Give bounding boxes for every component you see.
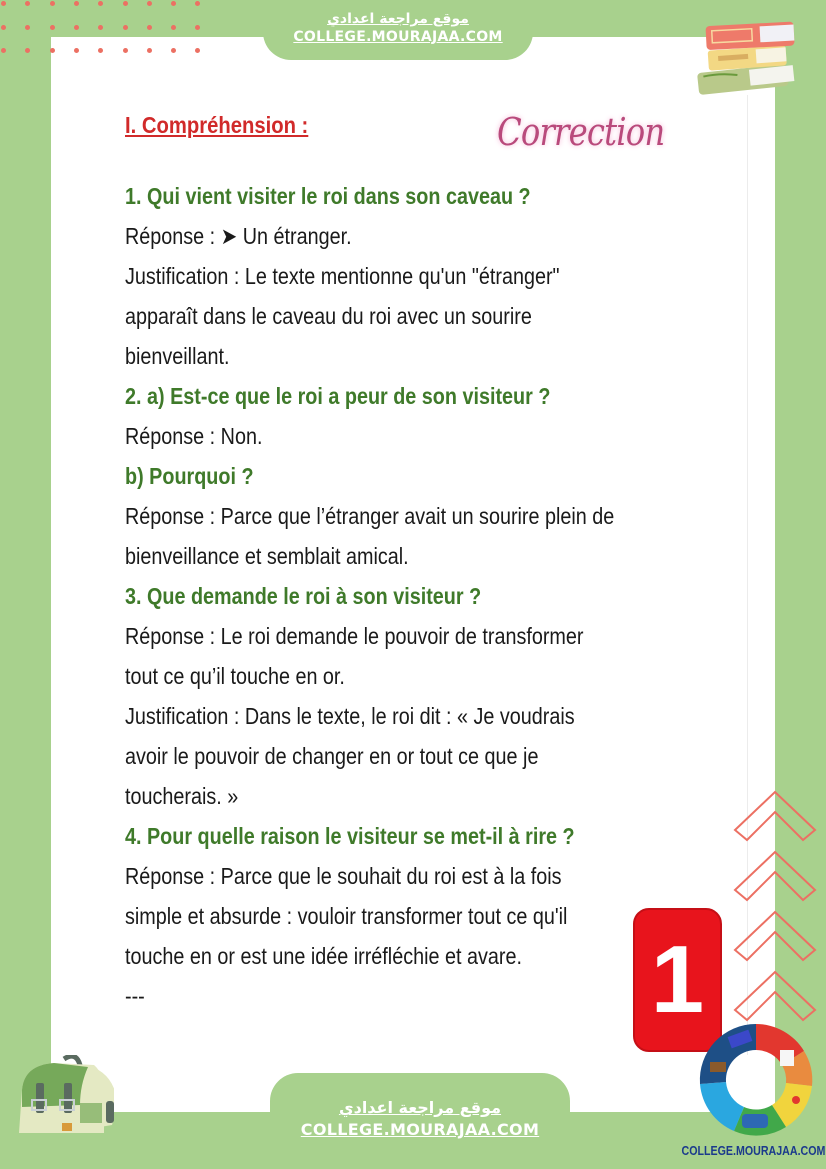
answer-line: Réponse : Non.	[125, 423, 263, 449]
question-line: 3. Que demande le roi à son visiteur ?	[125, 583, 482, 609]
decorative-dot	[74, 25, 79, 30]
decorative-dot	[123, 25, 128, 30]
header-site-name-link[interactable]: موقع مراجعة اعدادي	[327, 11, 469, 27]
question-line: 2. a) Est-ce que le roi a peur de son visiteur ?	[125, 383, 551, 409]
document-content	[125, 112, 685, 1016]
backpack-icon	[14, 1055, 114, 1140]
answer-line: avoir le pouvoir de changer en or tout ce que je	[125, 743, 539, 769]
answer-line: touche en or est une idée irréfléchie et avare.	[125, 943, 522, 969]
question-line: 1. Qui vient visiter le roi dans son caveau ?	[125, 183, 531, 209]
footer-site-tab	[270, 1073, 570, 1169]
correction-stamp: Correction	[497, 110, 665, 154]
answer-line: Réponse : ➤ Un étranger.	[125, 223, 352, 249]
decorative-dot	[1, 48, 6, 53]
school-subjects-ring-logo	[693, 1020, 819, 1145]
answer-line: ---	[125, 983, 145, 1009]
decorative-dot	[25, 48, 30, 53]
decorative-dot	[147, 1, 152, 6]
decorative-dot	[171, 25, 176, 30]
decorative-dot	[147, 48, 152, 53]
answer-line: tout ce qu’il touche en or.	[125, 663, 345, 689]
decorative-dot	[98, 25, 103, 30]
answer-line: toucherais. »	[125, 783, 239, 809]
decorative-dot	[123, 48, 128, 53]
header-site-tab	[263, 0, 533, 60]
stacked-books-icon	[690, 10, 805, 100]
answer-line: bienveillance et semblait amical.	[125, 543, 409, 569]
decorative-dot	[171, 1, 176, 6]
decorative-dot	[74, 48, 79, 53]
decorative-dot	[74, 1, 79, 6]
logo-site-text: COLLEGE.MOURAJAA.COM	[681, 1143, 826, 1158]
qa-lines	[125, 176, 685, 1016]
decorative-dot	[1, 25, 6, 30]
answer-line: Réponse : Parce que le souhait du roi est à la fois	[125, 863, 562, 889]
header-site-url-link[interactable]: COLLEGE.MOURAJAA.COM	[293, 29, 503, 45]
chevron-up-icon	[733, 790, 818, 1045]
decorative-dot	[98, 1, 103, 6]
question-line: b) Pourquoi ?	[125, 463, 254, 489]
section-title: I. Compréhension :	[125, 112, 309, 138]
decorative-dot	[25, 1, 30, 6]
answer-line: Justification : Dans le texte, le roi dit : « Je voudrais	[125, 703, 575, 729]
answer-line: Réponse : Parce que l’étranger avait un sourire plein de	[125, 503, 615, 529]
decorative-dot	[50, 48, 55, 53]
page-number-badge: 1	[633, 908, 722, 1052]
decorative-dot	[50, 1, 55, 6]
answer-line: bienveillant.	[125, 343, 230, 369]
decorative-dot	[1, 1, 6, 6]
decorative-dot	[195, 1, 200, 6]
answer-line: simple et absurde : vouloir transformer tout ce qu'il	[125, 903, 568, 929]
footer-site-name-link[interactable]: موقع مراجعة اعدادي	[338, 1098, 502, 1117]
answer-line: Réponse : Le roi demande le pouvoir de transformer	[125, 623, 584, 649]
question-line: 4. Pour quelle raison le visiteur se met-il à rire ?	[125, 823, 575, 849]
decorative-dot	[123, 1, 128, 6]
answer-line: apparaît dans le caveau du roi avec un sourire	[125, 303, 532, 329]
decorative-dot	[147, 25, 152, 30]
footer-site-url-link[interactable]: COLLEGE.MOURAJAA.COM	[300, 1120, 540, 1139]
answer-line: Justification : Le texte mentionne qu'un "étranger"	[125, 263, 560, 289]
decorative-dot	[25, 25, 30, 30]
decorative-dot	[50, 25, 55, 30]
decorative-dot	[195, 25, 200, 30]
